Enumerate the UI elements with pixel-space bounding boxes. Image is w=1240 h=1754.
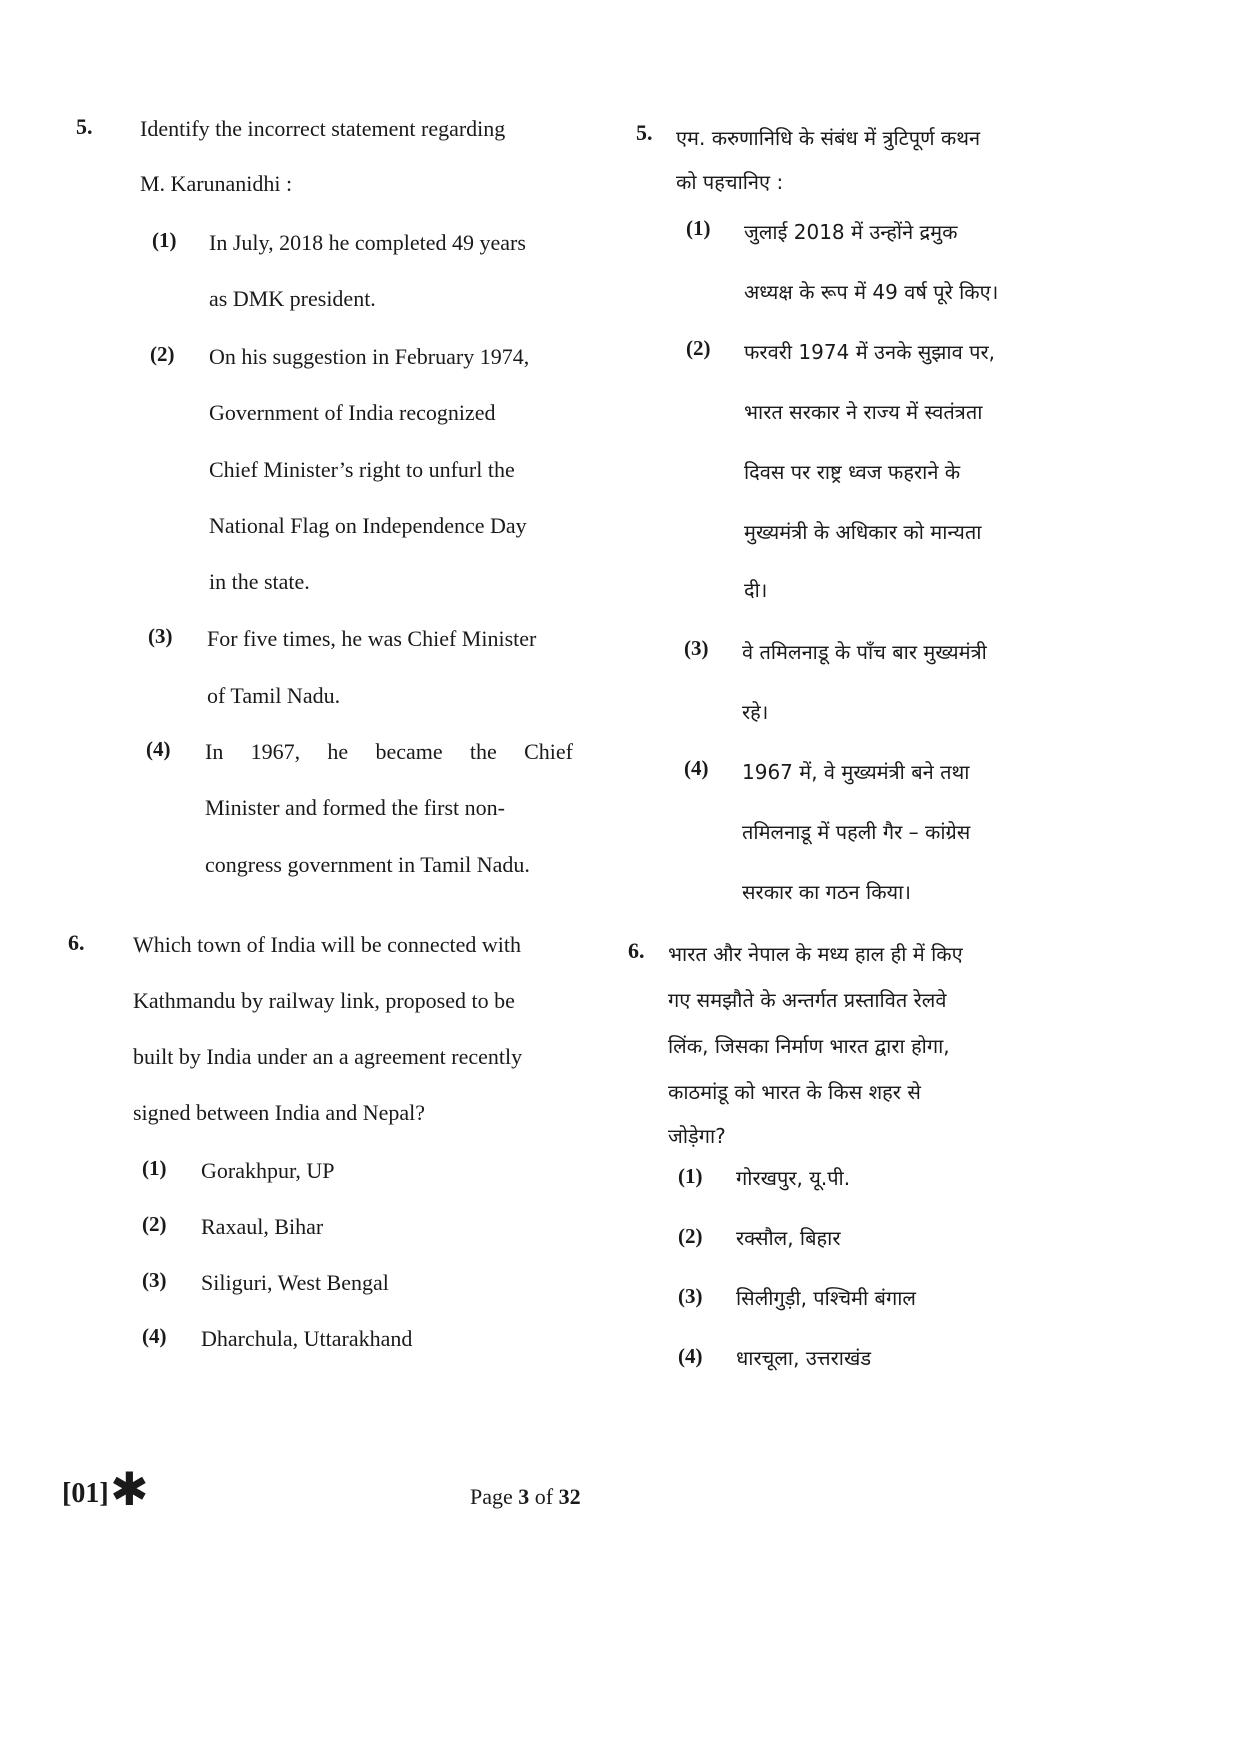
- asterisk-icon: ✱: [110, 1462, 149, 1516]
- question-text: भारत और नेपाल के मध्य हाल ही में किए: [668, 942, 963, 966]
- page-number: [470, 1484, 581, 1510]
- option-number: (3): [142, 1268, 167, 1292]
- option-text: On his suggestion in February 1974,: [209, 344, 530, 369]
- option-number: (2): [142, 1212, 167, 1236]
- option-word: 1967,: [250, 739, 301, 764]
- option-text: वे तमिलनाडू के पाँच बार मुख्यमंत्री: [742, 640, 987, 664]
- page-current: 3: [518, 1484, 530, 1509]
- option-text: as DMK president.: [209, 286, 376, 311]
- option-text: Minister and formed the first non-: [205, 795, 505, 820]
- question-text: M. Karunanidhi :: [140, 171, 293, 196]
- option-text: फरवरी 1974 में उनके सुझाव पर,: [744, 340, 995, 364]
- option-text: In July, 2018 he completed 49 years: [209, 230, 526, 255]
- option-number: (3): [678, 1284, 703, 1308]
- option-text: रहे।: [742, 700, 769, 724]
- option-text: Chief Minister’s right to unfurl the: [209, 457, 515, 482]
- option-word: he: [327, 739, 349, 764]
- page-total: 32: [558, 1484, 581, 1509]
- question-number: 5.: [636, 120, 653, 145]
- question-text: एम. करुणानिधि के संबंध में त्रुटिपूर्ण कथन: [676, 126, 981, 150]
- option-number: (4): [142, 1324, 167, 1348]
- page-mid: of: [529, 1484, 559, 1509]
- option-text: धारचूला, उत्तराखंड: [736, 1346, 872, 1370]
- option-word: the: [469, 739, 497, 764]
- option-number: (1): [142, 1156, 167, 1180]
- option-text: सिलीगुड़ी, पश्चिमी बंगाल: [736, 1286, 916, 1310]
- option-text: दिवस पर राष्ट्र ध्वज फहराने के: [744, 460, 961, 484]
- option-word: Chief: [524, 739, 573, 764]
- question-text: काठमांडू को भारत के किस शहर से: [668, 1080, 921, 1104]
- option-text-justified: [205, 739, 573, 765]
- option-number: (1): [152, 228, 177, 252]
- option-word: In: [205, 739, 224, 764]
- question-text: built by India under an a agreement recently: [133, 1044, 523, 1069]
- question-text: जोड़ेगा?: [668, 1124, 726, 1148]
- question-number: 6.: [68, 930, 85, 955]
- option-text: Siliguri, West Bengal: [201, 1270, 389, 1295]
- option-text: दी।: [744, 578, 768, 602]
- paper-code: [01]: [62, 1478, 109, 1509]
- option-number: (1): [678, 1164, 703, 1188]
- option-text: National Flag on Independence Day: [209, 513, 527, 538]
- option-text: For five times, he was Chief Minister: [207, 626, 537, 651]
- option-text: अध्यक्ष के रूप में 49 वर्ष पूरे किए।: [744, 280, 999, 304]
- question-text: Which town of India will be connected with: [133, 932, 521, 957]
- option-text: भारत सरकार ने राज्य में स्वतंत्रता: [744, 400, 983, 424]
- option-number: (2): [686, 336, 711, 360]
- page-prefix: Page: [470, 1484, 519, 1509]
- question-text: Identify the incorrect statement regarding: [140, 116, 506, 141]
- option-number: (4): [146, 737, 171, 761]
- option-text: Raxaul, Bihar: [201, 1214, 324, 1239]
- option-text: Government of India recognized: [209, 400, 496, 425]
- option-text: गोरखपुर, यू.पी.: [736, 1166, 851, 1190]
- option-text: रक्सौल, बिहार: [736, 1226, 841, 1250]
- option-word: became: [375, 739, 443, 764]
- question-text: signed between India and Nepal?: [133, 1100, 425, 1125]
- option-text: Dharchula, Uttarakhand: [201, 1326, 413, 1351]
- option-text: मुख्यमंत्री के अधिकार को मान्यता: [744, 520, 982, 544]
- question-number: 6.: [628, 938, 645, 963]
- option-number: (1): [686, 216, 711, 240]
- option-number: (3): [684, 636, 709, 660]
- option-text: in the state.: [209, 569, 310, 594]
- option-text: सरकार का गठन किया।: [742, 880, 911, 904]
- option-text: Gorakhpur, UP: [201, 1158, 335, 1183]
- question-number: 5.: [76, 114, 93, 139]
- option-text: जुलाई 2018 में उन्होंने द्रमुक: [744, 220, 958, 244]
- option-text: congress government in Tamil Nadu.: [205, 852, 530, 877]
- option-number: (2): [678, 1224, 703, 1248]
- option-number: (3): [148, 624, 173, 648]
- question-text: लिंक, जिसका निर्माण भारत द्वारा होगा,: [668, 1034, 950, 1058]
- question-text: को पहचानिए :: [676, 170, 784, 194]
- question-text: Kathmandu by railway link, proposed to be: [133, 988, 515, 1013]
- option-number: (4): [684, 756, 709, 780]
- option-text: 1967 में, वे मुख्यमंत्री बने तथा: [742, 760, 970, 784]
- question-text: गए समझौते के अन्तर्गत प्रस्तावित रेलवे: [668, 988, 947, 1012]
- option-text: of Tamil Nadu.: [207, 683, 341, 708]
- option-number: (4): [678, 1344, 703, 1368]
- option-number: (2): [150, 342, 175, 366]
- option-text: तमिलनाडू में पहली गैर – कांग्रेस: [742, 820, 971, 844]
